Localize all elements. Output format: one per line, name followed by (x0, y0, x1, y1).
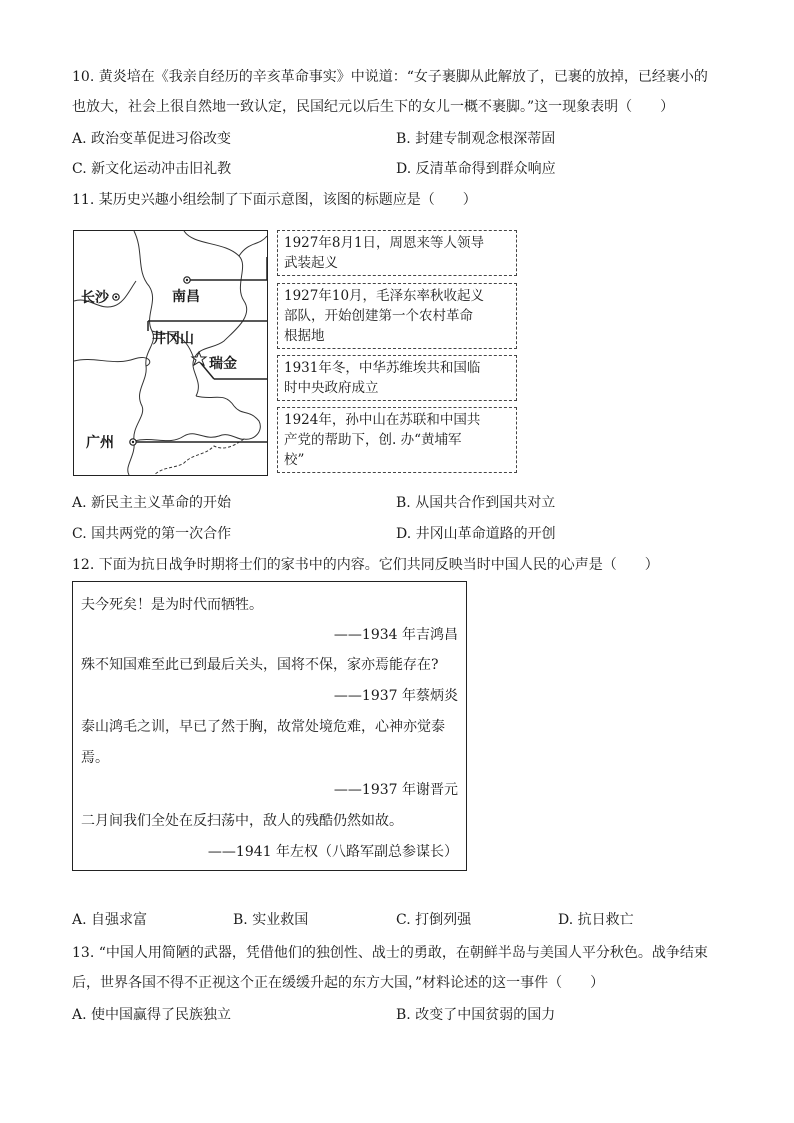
q10-option-a: A. 政治变革促进习俗改变 (72, 131, 232, 147)
letter-3-text-cont: 焉。 (81, 750, 109, 766)
q10-stem-line1: 10. 黄炎培在《我亲自经历的辛亥革命事实》中说道：“女子裹脚从此解放了，已裹的放掉，已经裹小的 (72, 69, 708, 85)
q11-option-c: C. 国共两党的第一次合作 (72, 526, 232, 542)
family-letters-box (72, 581, 467, 871)
event-text-line: 1924年，孙中山在苏联和中国共 (284, 412, 481, 428)
letter-1-source: ——1934 年吉鸿昌 (333, 627, 458, 643)
city-label-nanchang: 南昌 (172, 289, 200, 305)
event-text-line: 1931年冬，中华苏维埃共和国临 (284, 360, 481, 376)
city-label-changsha: 长沙 (81, 290, 109, 306)
q11-option-b: B. 从国共合作到国共对立 (396, 495, 556, 511)
q10-option-c: C. 新文化运动冲击旧礼教 (72, 161, 232, 177)
q12-stem: 12. 下面为抗日战争时期将士们的家书中的内容。它们共同反映当时中国人民的心声是（ ） (72, 557, 659, 573)
letter-3-text: 泰山鸿毛之训，早已了然于胸，故常处境危难，心神亦觉泰 (81, 719, 445, 735)
city-label-jinggangshan: 井冈山 (152, 331, 194, 347)
letter-3-source: ——1937 年谢晋元 (333, 782, 458, 798)
event-text-line: 时中央政府成立 (284, 380, 379, 396)
event-box-jinggangshan (277, 283, 517, 349)
city-label-guangzhou: 广州 (86, 435, 114, 451)
event-text-line: 校” (284, 452, 305, 468)
event-text-line: 产党的帮助下，创. 办“黄埔军 (284, 432, 462, 448)
event-text-line: 根据地 (284, 328, 325, 344)
event-box-guangzhou (277, 407, 517, 473)
q11-stem: 11. 某历史兴趣小组绘制了下面示意图，该图的标题应是（ ） (72, 192, 477, 208)
q12-option-b: B. 实业救国 (233, 912, 309, 928)
event-text-line: 武装起义 (284, 255, 338, 271)
event-box-nanchang (277, 230, 517, 276)
event-box-ruijin (277, 355, 517, 401)
q10-option-b: B. 封建专制观念根深蒂固 (396, 131, 556, 147)
q11-option-d: D. 井冈山革命道路的开创 (396, 526, 556, 542)
q10-stem-line2: 也放大，社会上很自然地一致认定，民国纪元以后生下的女儿一概不裹脚。”这一现象表明（ ） (72, 99, 675, 115)
letter-1-text: 夫今死矣！是为时代而牺牲。 (81, 597, 263, 613)
revolution-map (73, 230, 268, 476)
letter-2-source: ——1937 年蔡炳炎 (333, 688, 458, 704)
letter-2-text: 殊不知国难至此已到最后关头，国将不保，家亦焉能存在? (81, 657, 439, 673)
event-text-line: 1927年10月，毛泽东率秋收起义 (284, 288, 485, 304)
event-text-line: 部队，开始创建第一个农村革命 (284, 308, 473, 324)
letter-4-source: ——1941 年左权（八路军副总参谋长） (207, 844, 458, 860)
city-label-ruijin: 瑞金 (209, 356, 237, 372)
q13-stem-line1: 13. “中国人用简陋的武器，凭借他们的独创性、战士的勇敢，在朝鲜半岛与美国人平分秋色。战争结束 (72, 945, 708, 961)
q12-option-d: D. 抗日救亡 (558, 912, 634, 928)
event-text-line: 1927年8月1日，周恩来等人领导 (284, 235, 485, 251)
q12-option-a: A. 自强求富 (72, 912, 148, 928)
q11-option-a: A. 新民主主义革命的开始 (72, 495, 232, 511)
letter-4-text: 二月间我们全处在反扫荡中，敌人的残酷仍然如故。 (81, 813, 403, 829)
q10-option-d: D. 反清革命得到群众响应 (396, 161, 556, 177)
q13-option-a: A. 使中国赢得了民族独立 (72, 1007, 232, 1023)
q13-option-b: B. 改变了中国贫弱的国力 (396, 1007, 556, 1023)
q12-option-c: C. 打倒列强 (396, 912, 472, 928)
q13-stem-line2: 后，世界各国不得不正视这个正在缓缓升起的东方大国，”材料论述的这一事件（ ） (72, 975, 605, 991)
